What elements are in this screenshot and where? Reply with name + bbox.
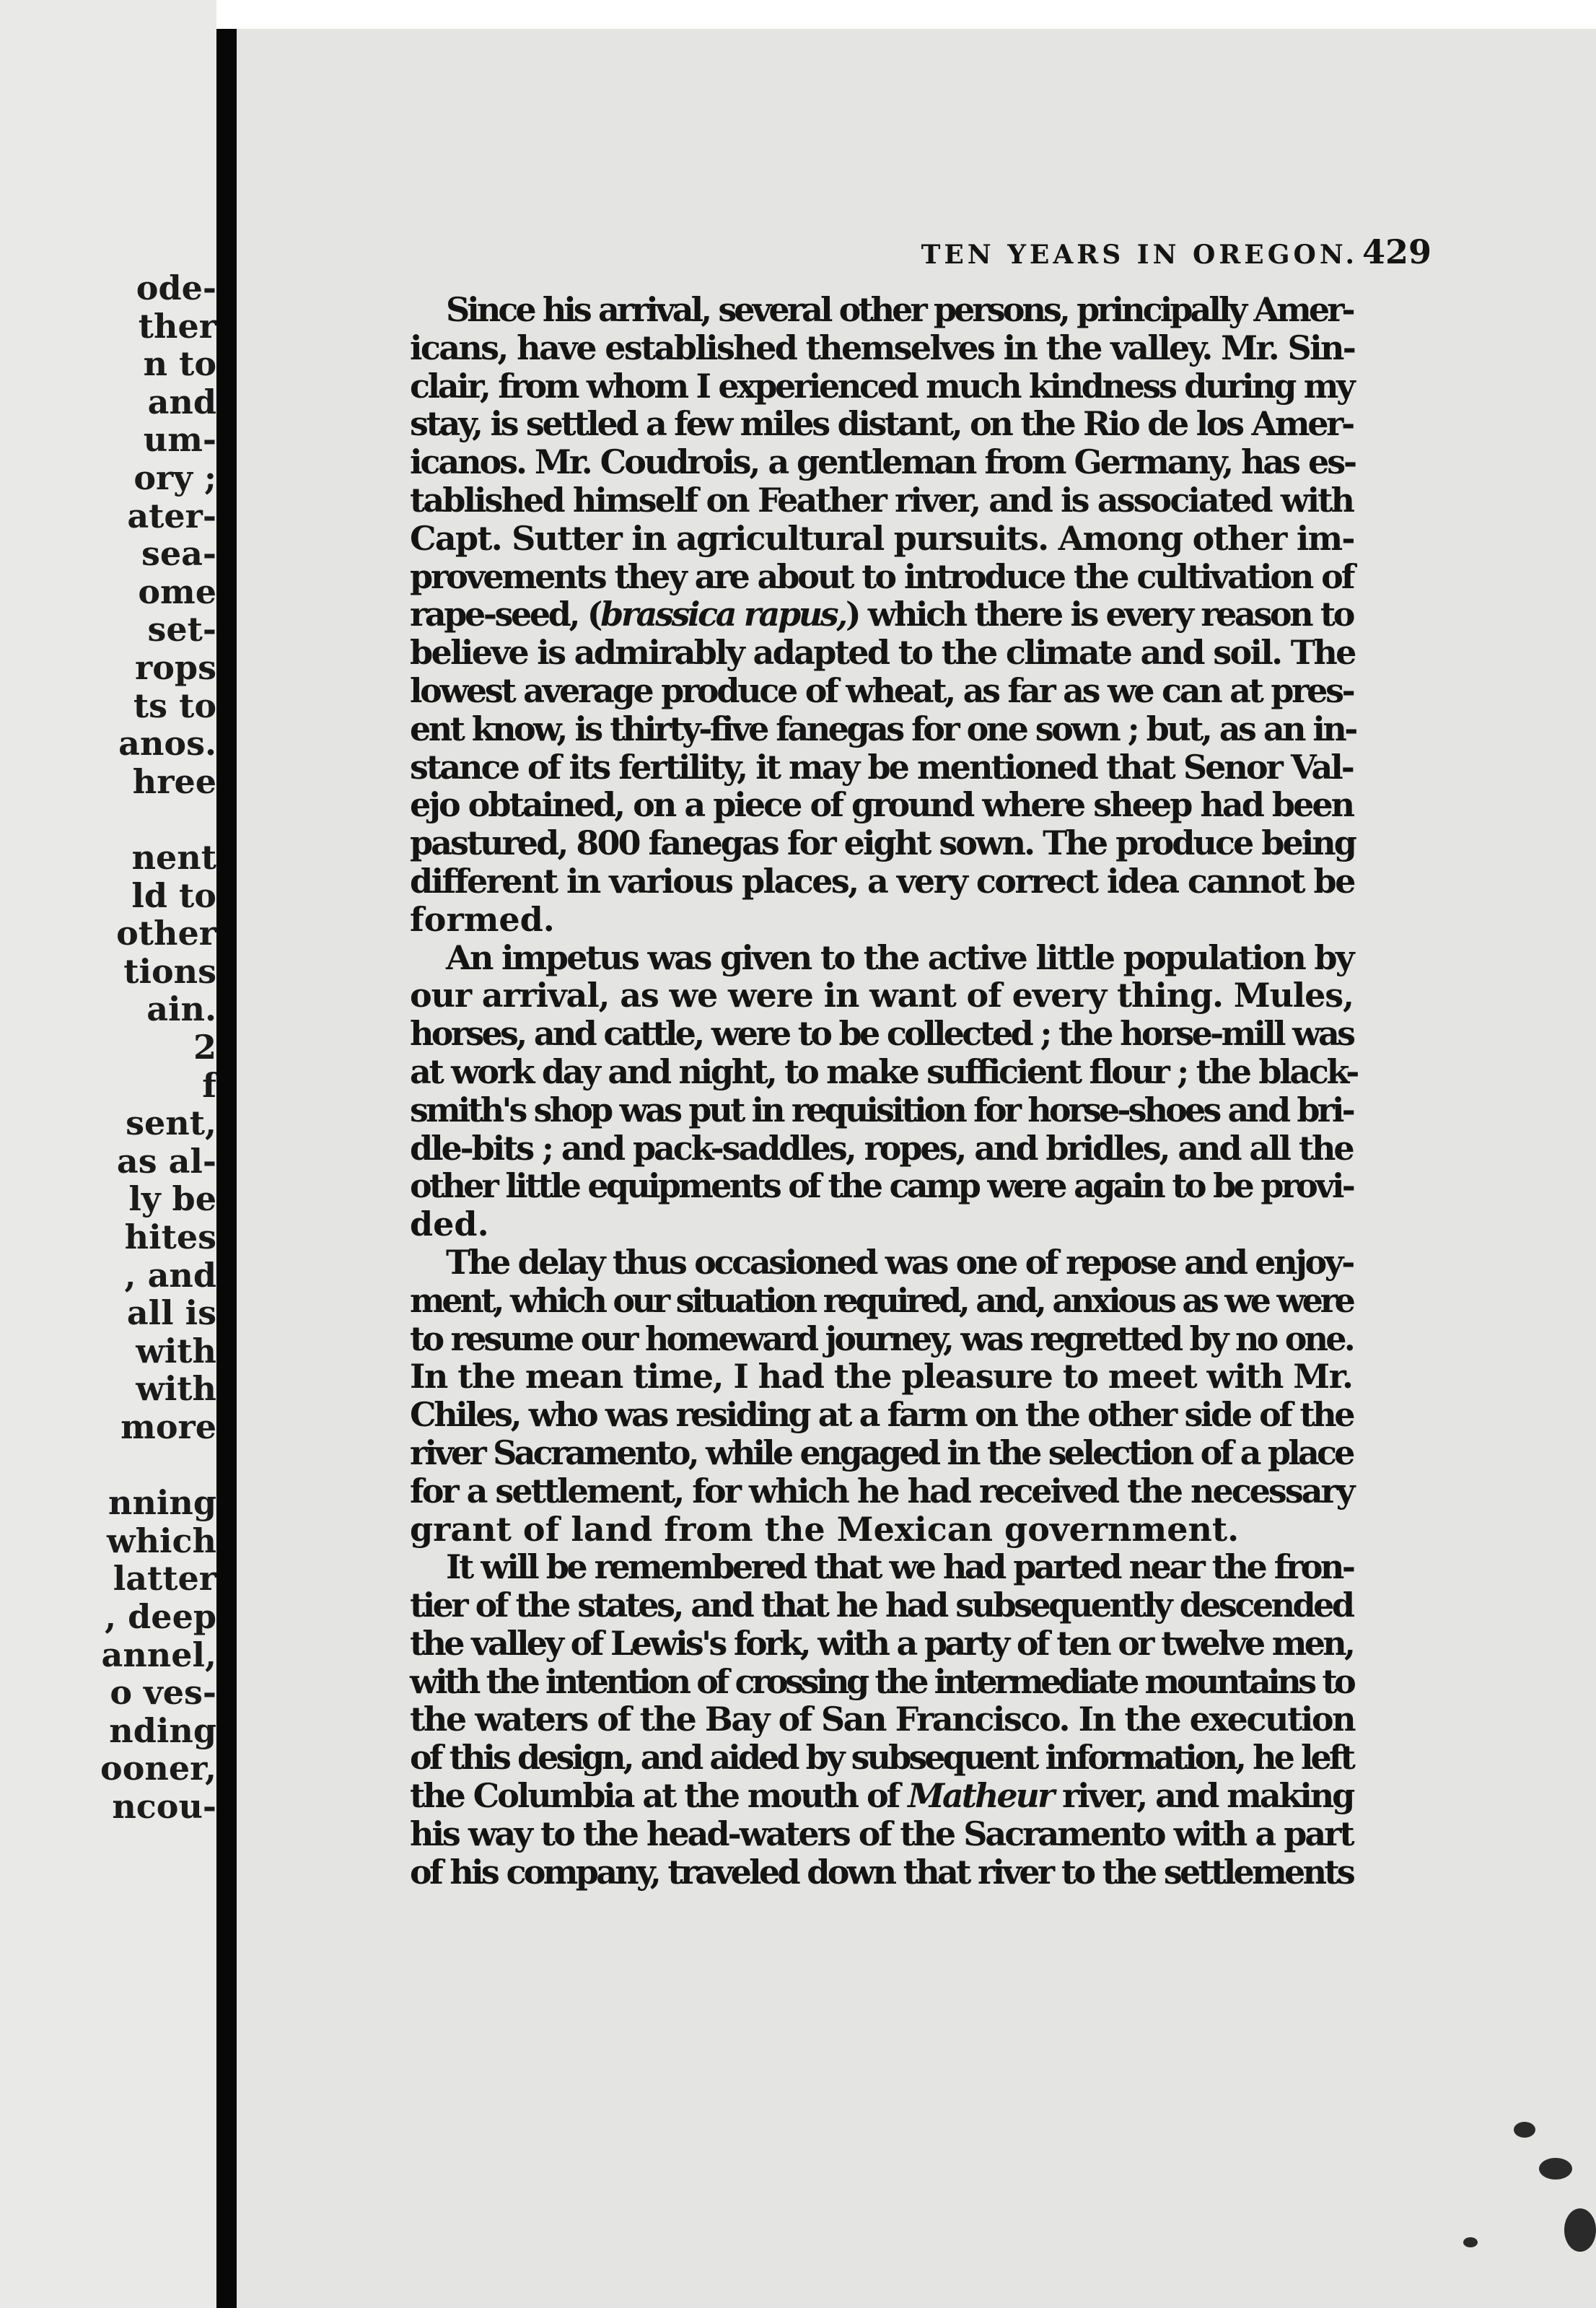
text-line: at work day and night, to make sufficient flour ; the black- [410, 1052, 1358, 1091]
left-page-line: um- [143, 420, 216, 460]
left-page-line: hites [124, 1218, 216, 1256]
left-page-line: which [107, 1521, 216, 1560]
text-line: smith's shop was put in requisition for horse-shoes and bri- [410, 1090, 1353, 1129]
left-page-line: ncou- [112, 1787, 216, 1826]
left-page-line: other [116, 914, 216, 953]
text-line: with the intention of crossing the intermediate mountains to [410, 1661, 1354, 1701]
left-page-line: ly be [128, 1179, 216, 1219]
text-line: Chiles, who was residing at a farm on the other side of the [410, 1395, 1354, 1435]
left-page-line: n to [143, 344, 216, 384]
text-line: The delay thus occasioned was one of repose and enjoy- [446, 1242, 1353, 1282]
text-line: lowest average produce of wheat, as far as we can at pres- [410, 670, 1354, 710]
left-page-line: tions [123, 951, 216, 991]
left-page-line: ooner, [100, 1749, 216, 1788]
left-page-line: ater- [127, 496, 216, 536]
left-page-line: ode- [136, 268, 216, 307]
left-page-line: sent, [126, 1103, 216, 1143]
text-line: dle-bits ; and pack-saddles, ropes, and bridles, and all the [410, 1128, 1353, 1168]
left-page-line: rops [135, 648, 216, 687]
ink-speck [1463, 2237, 1478, 2247]
left-page-line: o ves- [110, 1673, 216, 1713]
text-line: horses, and cattle, were to be collected ; the horse-mill was [410, 1014, 1354, 1054]
ink-speck [1564, 2208, 1596, 2252]
left-page-line: latter [113, 1559, 216, 1599]
text-line: Capt. Sutter in agricultural pursuits. Among other im- [410, 518, 1354, 558]
left-page-line: ts to [133, 686, 216, 725]
left-page-line: hree [132, 761, 216, 801]
left-page-line: ther [138, 306, 216, 346]
text-line: ment, which our situation required, and, anxious as we were [410, 1280, 1353, 1320]
text-line: formed. [410, 899, 555, 939]
text-line: It will be remembered that we had parted near the fron- [446, 1547, 1354, 1587]
left-page-line: ory ; [133, 458, 216, 497]
left-page-line: sea- [141, 534, 216, 574]
left-page-line: more [120, 1407, 216, 1446]
text-line: different in various places, a very correct idea cannot be [410, 861, 1354, 901]
text-line: grant of land from the Mexican government. [410, 1509, 1240, 1549]
text-line: ent know, is thirty-five fanegas for one sown ; but, as an in- [410, 709, 1356, 748]
left-page-line: 2 [193, 1028, 216, 1067]
text-line: provements they are about to introduce the cultivation of [410, 556, 1354, 596]
text-line: for a settlement, for which he had received the necessary [410, 1471, 1354, 1511]
left-page-line: as al- [116, 1141, 216, 1181]
right-page [237, 29, 1596, 2308]
ink-speck [1514, 2122, 1535, 2138]
left-page-line: ome [138, 572, 216, 611]
text-line: the waters of the Bay of San Francisco. In the execution [410, 1700, 1355, 1739]
text-line: his way to the head-waters of the Sacramento with a part [410, 1814, 1353, 1853]
text-line: stay, is settled a few miles distant, on the Rio de los Amer- [410, 404, 1353, 444]
text-line: ded. [410, 1205, 489, 1244]
text-line: clair, from whom I experienced much kindness during my [410, 366, 1354, 406]
text-line: icans, have established themselves in the valley. Mr. Sin- [410, 328, 1355, 367]
left-page-line: ld to [131, 875, 216, 915]
left-page-line: ain. [146, 989, 216, 1029]
text-line: to resume our homeward journey, was regretted by no one. [410, 1319, 1353, 1358]
text-line: pastured, 800 fanegas for eight sown. The produce being [410, 823, 1355, 863]
left-page-line: with [136, 1369, 216, 1409]
body-text [410, 290, 1358, 1892]
text-line: stance of its fertility, it may be mentioned that Senor Val- [410, 747, 1353, 787]
text-line: other little equipments of the camp were again to be provi- [410, 1166, 1354, 1206]
left-page-line: anos. [118, 724, 216, 764]
text-line: tablished himself on Feather river, and is associated with [410, 480, 1354, 520]
page-number: 429 [1362, 232, 1432, 271]
text-line: of his company, traveled down that river to the settlements [410, 1852, 1354, 1892]
left-page [0, 0, 216, 2308]
left-page-line: nding [109, 1710, 216, 1750]
ink-speck [1539, 2158, 1572, 2180]
left-page-line: set- [147, 610, 216, 650]
left-page-line: annel, [101, 1635, 216, 1674]
text-line: of this design, and aided by subsequent information, he left [410, 1738, 1353, 1778]
page-gutter [216, 29, 237, 2308]
text-line: Since his arrival, several other persons, principally Amer- [446, 290, 1353, 329]
left-page-line: , deep [105, 1597, 216, 1636]
text-line: our arrival, as we were in want of every thing. Mules, [410, 976, 1354, 1015]
text-line: the valley of Lewis's fork, with a party of ten or twelve men, [410, 1623, 1354, 1663]
italic-term: Matheur [908, 1776, 1053, 1816]
text-line: icanos. Mr. Coudrois, a gentleman from Germany, has es- [410, 442, 1356, 482]
text-line: rape-seed, (brassica rapus,) which there is every reason to [410, 595, 1353, 634]
text-line: ejo obtained, on a piece of ground where sheep had been [410, 785, 1354, 825]
left-page-line: nning [108, 1483, 216, 1523]
text-line: In the mean time, I had the pleasure to meet with Mr. [410, 1357, 1353, 1396]
text-line: the Columbia at the mouth of Matheur river, and making [410, 1776, 1354, 1816]
italic-term: brassica rapus, [600, 595, 846, 634]
text-line: river Sacramento, while engaged in the selection of a place [410, 1433, 1353, 1472]
left-page-line: f [202, 1065, 216, 1105]
left-page-line: , and [124, 1255, 216, 1295]
running-head-title: TEN YEARS IN OREGON. [921, 240, 1358, 270]
left-page-line: with [136, 1331, 216, 1371]
text-line: tier of the states, and that he had subsequently descended [410, 1586, 1353, 1625]
text-line: An impetus was given to the active little population by [446, 937, 1353, 977]
left-page-line: nent [131, 838, 216, 877]
left-page-line: all is [126, 1293, 216, 1333]
text-line: believe is admirably adapted to the climate and soil. The [410, 633, 1355, 673]
left-page-line: and [147, 382, 216, 421]
